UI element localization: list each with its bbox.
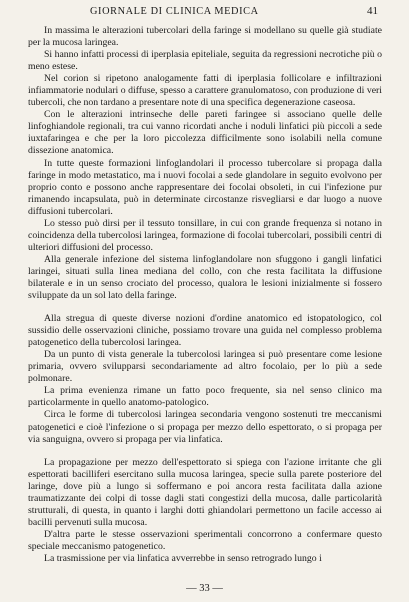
running-header [28, 6, 378, 22]
paragraph-11: Circa le forme di tubercolosi laringea secondaria vengono sostenuti tre meccanismi patogenetici e cioè l'infezione o si propaga per mezzo dello espettorato, o si propaga per via sanguigna, ovvero si propaga per via linfatica. [28, 409, 382, 445]
paragraph-13: D'altra parte le stesse osservazioni sperimentali concorrono a confermare questo speciale meccanismo patogenetico. [28, 528, 382, 552]
paragraph-9: Da un punto di vista generale la tubercolosi laringea si può presentare come lesione primaria, ovvero svilupparsi secondariamente ad altro focolaio, per lo più a sede polmonare. [28, 349, 382, 385]
article-body [28, 25, 382, 565]
paragraph-6: Lo stesso può dirsi per il tessuto tonsillare, in cui con grande frequenza si notano in coincidenza della tubercolosi laringea, formazione di focolai tubercolari, possibili centri di ulteriori diffusioni del processo. [28, 217, 382, 253]
paragraph-3: Nel corion si ripetono analogamente fatti di iperplasia follicolare e infiltrazioni infiammatorie nodulari o diffuse, spesso a carattere granulomatoso, con produzione di veri tubercoli, che non tardano a presentare note di una specifica degenerazione caseosa. [28, 73, 382, 109]
paragraph-7: Alla generale infezione del sistema linfoglandolare non sfuggono i gangli linfatici laringei, situati sulla linea mediana del collo, con che resta facilitata la diffusione bilaterale e in un senso crociato del processo, qualora le lesioni inizialmente si fossero sviluppate da un sol lato della faringe. [28, 253, 382, 302]
paragraph-1: In massima le alterazioni tubercolari della faringe si modellano su quelle già studiate per la mucosa laringea. [28, 25, 382, 49]
page-folio: — 33 — [186, 583, 223, 594]
paragraph-2: Si hanno infatti processi di iperplasia epiteliale, seguita da regressioni necrotiche più o meno estese. [28, 49, 382, 73]
page-number: 41 [367, 5, 378, 17]
paragraph-8: Alla stregua di queste diverse nozioni d'ordine anatomico ed istopatologico, col sussidio delle osservazioni cliniche, possiamo trovare una guida nel complesso problema patogenetico della tubercolosi laringea. [28, 313, 382, 349]
paragraph-4: Con le alterazioni intrinseche delle pareti faringee si associano quelle delle linfoghiandole regionali, tra cui vanno ricordati anche i noduli linfatici più piccoli a sede iuxtafaringea e che per la loro piccolezza difficilmente sono isolabili nella comune dissezione anatomica. [28, 109, 382, 157]
paragraph-12: La propagazione per mezzo dell'espettorato si spiega con l'azione irritante che gli espettorati bacilliferi esercitano sulla mucosa laringea, specie sulla parete posteriore del laringe, dove più a lungo si soffermano e poi ancora resta facilitata dalla azione traumatizzante dei colpi di tosse dagli stati congestizi della mucosa, dalle particolarità strutturali, di questa, in quanto i larghi dotti ghiandolari permettono un facile accesso ai bacilli pervenuti sulla mucosa. [28, 456, 382, 528]
paragraph-10: La prima evenienza rimane un fatto poco frequente, sia nel senso clinico ma particolarmente in quello anatomo-patologico. [28, 385, 382, 409]
journal-title: GIORNALE DI CLINICA MEDICA [90, 6, 259, 17]
paragraph-5: In tutte queste formazioni linfoglandolari il processo tubercolare si propaga dalla faringe in modo metastatico, ma i nuovi focolai a sede glandolare in seguito evolvono per proprio conto e possono anche rappresentare dei focolai obsoleti, in cui l'infezione pur rimanendo incapsulata, può in determinate circostanze risvegliarsi e dar luogo a nuove diffusioni tubercolari. [28, 157, 382, 217]
paragraph-14: La trasmissione per via linfatica avverrebbe in senso retrogrado lungo i [44, 552, 322, 564]
